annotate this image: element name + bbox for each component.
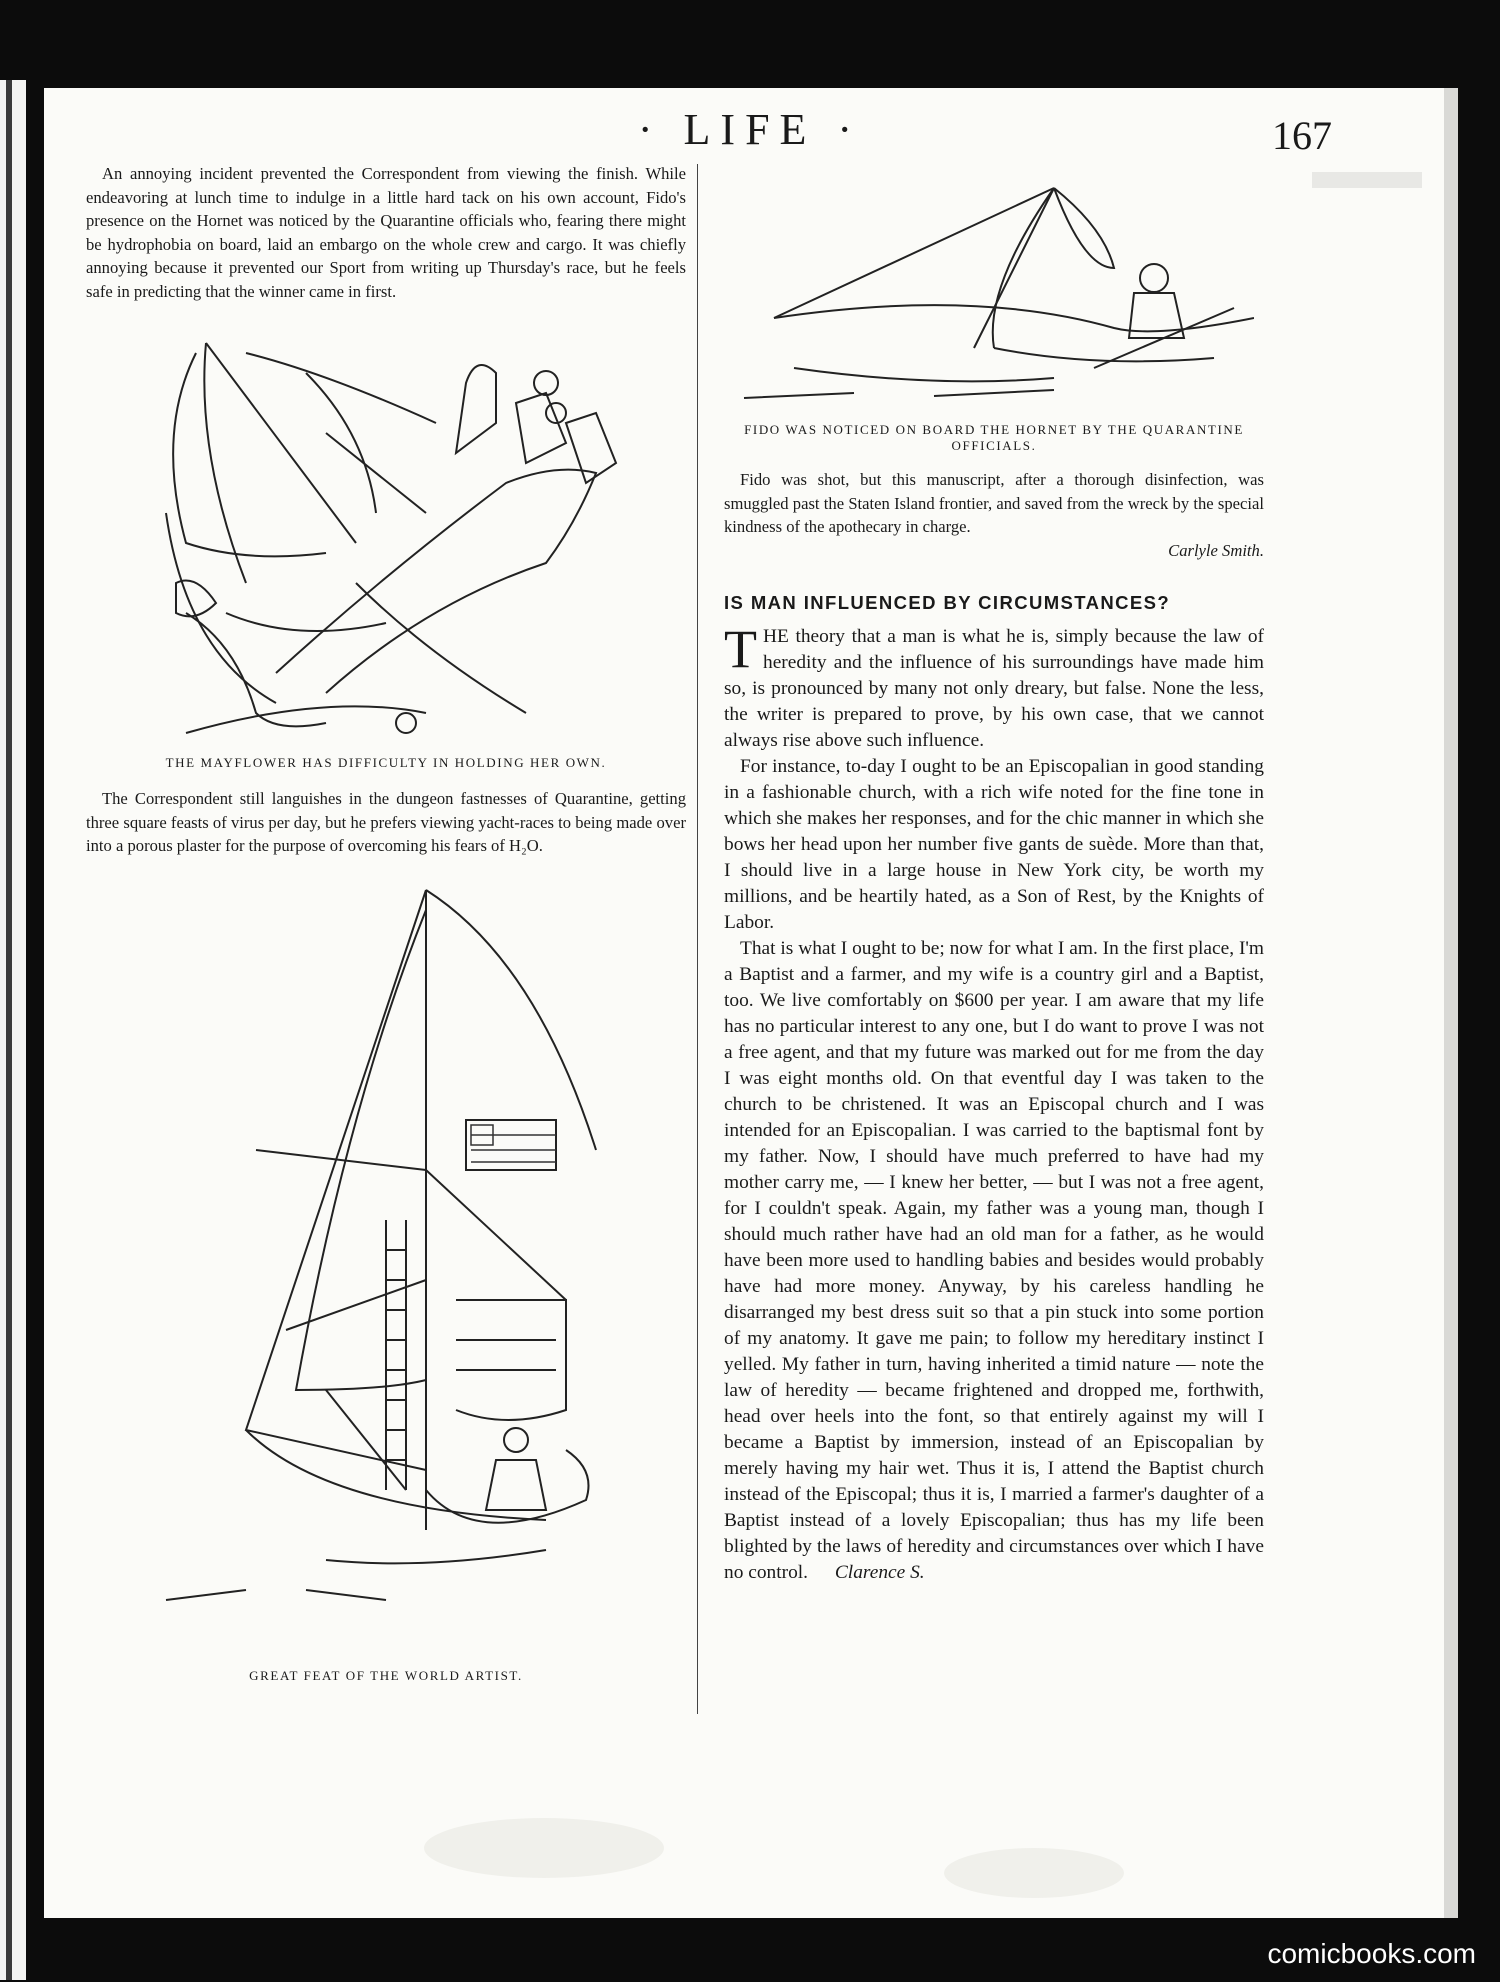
- article-title: IS MAN INFLUENCED BY CIRCUMSTANCES?: [724, 592, 1171, 613]
- left-column: [86, 162, 686, 1684]
- caption-world-artist: GREAT FEAT OF THE WORLD ARTIST.: [249, 1667, 523, 1683]
- fido-paragraph: Fido was shot, but this manuscript, after a thorough disinfection, was smuggled past the Staten Island frontier, and saved from the wreck by the special kindness of the apothecary in charge.: [724, 470, 1264, 536]
- caption-hornet: FIDO WAS NOTICED ON BOARD THE HORNET BY THE QUARANTINE OFFICIALS.: [744, 422, 1244, 453]
- column-divider: [697, 164, 698, 1714]
- hornet-illustration: [734, 168, 1254, 408]
- paper-stain: [944, 1848, 1124, 1898]
- caption-mayflower: THE MAYFLOWER HAS DIFFICULTY IN HOLDING HER OWN.: [165, 755, 607, 770]
- article-paragraph-3-text: That is what I ought to be; now for what I am. In the first place, I'm a Baptist and a farmer, and my wife is a country girl and a Baptist, too. We live comfortably on $600 per year. I am aware that my life has no particular interest to any one, but I do want to prove I was not a free agent, and that my future was marked out for me from the day I was eight months old. On that eventful day I was taken to the church to be christened. It was an Episcopal church and I was intended for an Episcopalian. I was carried to the baptismal font by my father. Now, I should have much preferred to have had my mother carry me, — I knew her better, — but I was not a free agent, for I couldn't speak. Again, my father was a young man, though I should much rather have had an old man for a father, as he would have been more used to handling babies and besides would probably have had more money. Anyway, by his careless handling he disarranged my best dress suit so that a pin stuck into some portion of my anatomy. It gave me pain; to follow my hereditary instinct I yelled. My father in turn, having inherited a timid nature — note the law of heredity — became frightened and dropped me, forthwith, head over heels into the font, so that entirely against my will I became a Baptist by immersion, instead of an Episcopalian by merely having my hair wet. Thus it is, I attend the Baptist church instead of the Episcopal; thus it is, I married a farmer's daughter of a Baptist instead of a lovely Episcopalian; thus has my life been blighted by the laws of heredity and circumstances over which I have no control.: [724, 938, 1264, 1583]
- watermark: comicbooks.com: [1267, 1938, 1476, 1969]
- right-column: [724, 162, 1264, 1586]
- scan-left-edge: [0, 80, 26, 1980]
- page-number: 167: [1272, 113, 1332, 158]
- mayflower-illustration: [126, 313, 646, 743]
- drop-cap: T: [724, 619, 757, 679]
- fido-signature: Carlyle Smith.: [1168, 540, 1264, 560]
- paper-stain: [424, 1818, 664, 1878]
- world-artist-illustration: [126, 870, 646, 1650]
- page-edge-tab: [1312, 172, 1422, 188]
- intro-paragraph: An annoying incident prevented the Correspondent from viewing the finish. While endeavoring at lunch time to indulge in a little hard tack on his own account, Fido's presence on the Hornet was noticed by the Quarantine officials who, fearing there might be hydrophobia on board, laid an embargo on the whole crew and cargo. It was chiefly annoying because it prevented our Sport from writing up Thursday's race, but he feels safe in predicting that the winner came in first.: [86, 164, 686, 301]
- article-paragraph-1-text: HE theory that a man is what he is, simply because the law of heredity and the influence of his surroundings have made him so, is pronounced by many not only dreary, but false. None the less, the writer is prepared to prove, by his own case, that we cannot always rise above such influence.: [724, 626, 1264, 751]
- article-paragraph-2: For instance, to-day I ought to be an Episcopalian in good standing in a fashionable church, with a rich wife noted for the fine tone in which she makes her responses, and for the chic manner in which she bows her head upon her number five gants de suède. More than that, I should live in a large house in New York city, be worth my millions, and be heartily hated, as a Son of Rest, by the Knights of Labor.: [724, 756, 1264, 933]
- quarantine-paragraph: The Correspondent still languishes in the dungeon fastnesses of Quarantine, getting three square feasts of virus per day, but he prefers viewing yacht-races to being made over into a porous plaster for the purpose of overcoming his fears of H₂O.: [86, 789, 686, 855]
- article-signature: Clarence S.: [834, 1562, 925, 1583]
- article-paragraph-3: [724, 936, 1264, 1586]
- article-paragraph-1: [724, 619, 1264, 754]
- masthead-title: · LIFE ·: [637, 105, 863, 154]
